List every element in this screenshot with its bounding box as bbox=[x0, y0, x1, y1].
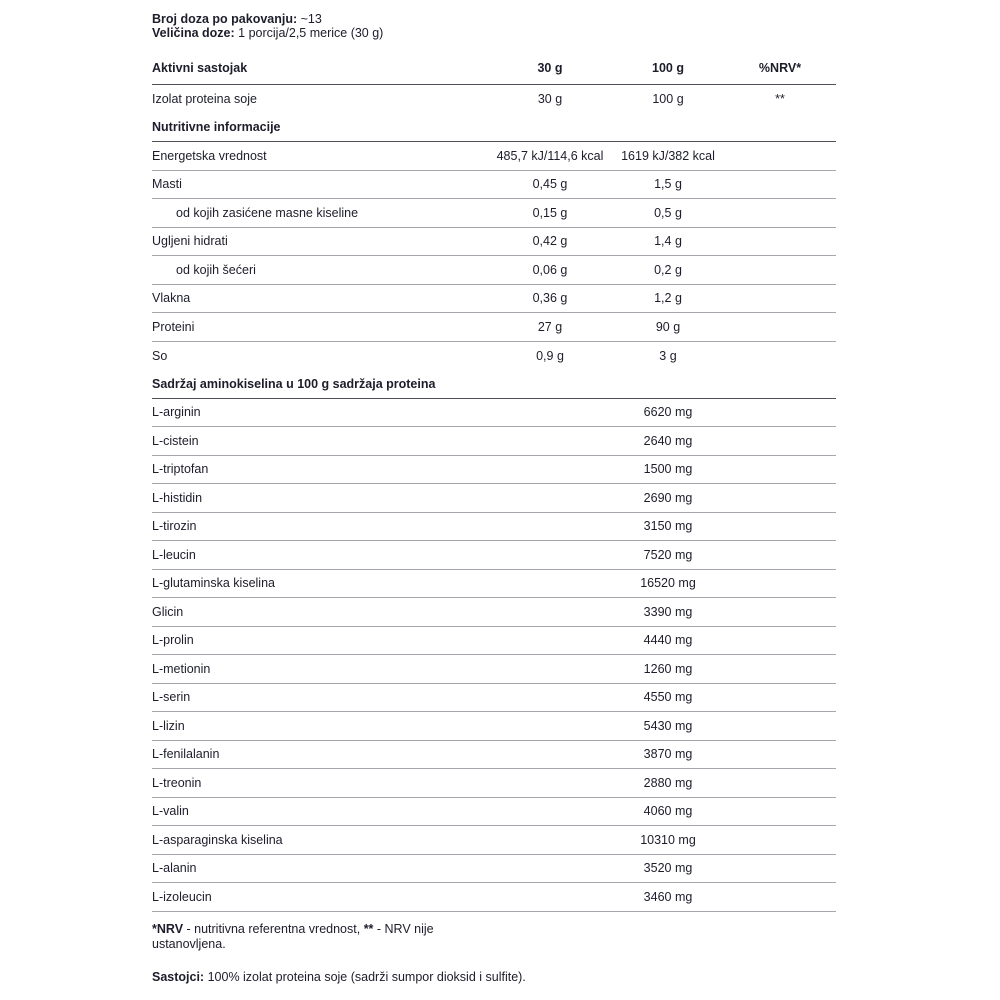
value-100g: 90 g bbox=[655, 319, 681, 334]
amino-acid-value: 3520 mg bbox=[643, 861, 693, 876]
table-row bbox=[152, 427, 836, 456]
nutrition-facts-panel bbox=[152, 12, 836, 984]
ingredients-label: Sastojci: bbox=[152, 969, 205, 984]
amino-acid-value: 6620 mg bbox=[643, 405, 693, 420]
table-row bbox=[152, 484, 836, 513]
table-row bbox=[152, 655, 836, 684]
column-header-30g: 30 g bbox=[537, 61, 563, 75]
table-row bbox=[152, 570, 836, 599]
nutrient-label: Proteini bbox=[152, 319, 195, 334]
table-row bbox=[152, 598, 836, 627]
amino-acid-value: 3870 mg bbox=[643, 747, 693, 762]
table-row bbox=[152, 399, 836, 428]
ingredients-text: 100% izolat proteina soje (sadrži sumpor dioksid i sulfite). bbox=[204, 969, 526, 984]
table-row bbox=[152, 342, 836, 371]
value-30g: 0,42 g bbox=[532, 234, 568, 249]
amino-acid-label: L-prolin bbox=[152, 633, 194, 648]
value-100g: 3 g bbox=[659, 348, 677, 363]
table-row bbox=[152, 313, 836, 342]
serving-size-label: Veličina doze: bbox=[152, 26, 235, 40]
value-30g: 0,15 g bbox=[532, 205, 568, 220]
amino-acids-section-title: Sadržaj aminokiselina u 100 g sadržaja proteina bbox=[152, 376, 436, 391]
serving-info bbox=[152, 12, 836, 40]
section-header-row bbox=[152, 370, 836, 399]
amino-acid-label: L-glutaminska kiselina bbox=[152, 576, 275, 591]
table-row bbox=[152, 513, 836, 542]
value-100g: 0,5 g bbox=[654, 205, 682, 220]
nutrient-label: Ugljeni hidrati bbox=[152, 234, 228, 249]
amino-acid-label: L-arginin bbox=[152, 405, 201, 420]
table-row bbox=[152, 684, 836, 713]
table-row bbox=[152, 541, 836, 570]
amino-acid-label: Glicin bbox=[152, 604, 184, 619]
value-30g: 27 g bbox=[537, 319, 563, 334]
amino-acid-label: L-lizin bbox=[152, 718, 185, 733]
value-100g: 1,2 g bbox=[654, 291, 682, 306]
nutrient-label: Vlakna bbox=[152, 291, 191, 306]
column-header-nrv: %NRV* bbox=[758, 61, 802, 75]
amino-acid-label: L-metionin bbox=[152, 661, 211, 676]
amino-acid-value: 3460 mg bbox=[643, 889, 693, 904]
table-header-row bbox=[152, 61, 836, 85]
serving-size-line bbox=[152, 26, 836, 40]
amino-acid-value: 2640 mg bbox=[643, 433, 693, 448]
table-row bbox=[152, 256, 836, 285]
amino-acid-value: 2690 mg bbox=[643, 490, 693, 505]
nutrition-table bbox=[152, 61, 836, 912]
column-header-100g: 100 g bbox=[652, 61, 684, 75]
amino-acid-value: 7520 mg bbox=[643, 547, 693, 562]
nrv-footnote-text2: - NRV nije ustanovljena. bbox=[152, 921, 434, 951]
section-header-row bbox=[152, 114, 836, 143]
nutrient-label: Masti bbox=[152, 177, 182, 192]
value-30g: 0,9 g bbox=[536, 348, 564, 363]
nrv-footnote-double-asterisk: ** bbox=[363, 921, 374, 936]
doses-per-package-value: ~13 bbox=[297, 12, 322, 26]
value-100g: 0,2 g bbox=[654, 262, 682, 277]
table-row bbox=[152, 712, 836, 741]
table-row bbox=[152, 627, 836, 656]
amino-acid-label: L-tirozin bbox=[152, 519, 197, 534]
ingredient-label: Izolat proteina soje bbox=[152, 92, 257, 107]
amino-acid-value: 4550 mg bbox=[643, 690, 693, 705]
amino-acid-label: L-treonin bbox=[152, 775, 202, 790]
amino-acid-label: L-triptofan bbox=[152, 462, 209, 477]
doses-per-package-line bbox=[152, 12, 836, 26]
nutrient-label: od kojih šećeri bbox=[176, 262, 256, 277]
value-100g: 1,4 g bbox=[654, 234, 682, 249]
table-row bbox=[152, 142, 836, 171]
amino-acid-label: L-cistein bbox=[152, 433, 199, 448]
amino-acid-label: L-asparaginska kiselina bbox=[152, 832, 283, 847]
nrv-footnote bbox=[152, 922, 482, 952]
table-row bbox=[152, 199, 836, 228]
amino-acid-value: 3150 mg bbox=[643, 519, 693, 534]
value-30g: 0,45 g bbox=[532, 177, 568, 192]
nutrient-label: Energetska vrednost bbox=[152, 148, 267, 163]
value-100g: 1,5 g bbox=[654, 177, 682, 192]
amino-acid-label: L-izoleucin bbox=[152, 889, 212, 904]
value-30g: 30 g bbox=[537, 92, 563, 107]
table-row bbox=[152, 85, 836, 114]
table-row bbox=[152, 883, 836, 912]
table-row bbox=[152, 826, 836, 855]
amino-acid-value: 10310 mg bbox=[640, 832, 696, 847]
doses-per-package-label: Broj doza po pakovanju: bbox=[152, 12, 298, 26]
table-row bbox=[152, 456, 836, 485]
amino-acid-label: L-alanin bbox=[152, 861, 197, 876]
value-30g: 0,06 g bbox=[532, 262, 568, 277]
nutrient-label: So bbox=[152, 348, 168, 363]
nutrition-section-title: Nutritivne informacije bbox=[152, 120, 281, 135]
amino-acid-label: L-serin bbox=[152, 690, 191, 705]
amino-acid-value: 16520 mg bbox=[640, 576, 696, 591]
table-row bbox=[152, 285, 836, 314]
amino-acid-value: 2880 mg bbox=[643, 775, 693, 790]
serving-size-value: 1 porcija/2,5 merice (30 g) bbox=[234, 26, 384, 40]
amino-acid-label: L-valin bbox=[152, 804, 189, 819]
amino-acid-value: 4060 mg bbox=[643, 804, 693, 819]
table-row bbox=[152, 769, 836, 798]
column-header-active-ingredient: Aktivni sastojak bbox=[152, 61, 248, 75]
table-row bbox=[152, 798, 836, 827]
value-100g: 1619 kJ/382 kcal bbox=[621, 148, 715, 163]
value-100g: 100 g bbox=[652, 92, 684, 107]
ingredients-line bbox=[152, 970, 836, 984]
nutrient-label: od kojih zasićene masne kiseline bbox=[176, 205, 359, 220]
table-row bbox=[152, 855, 836, 884]
amino-acid-label: L-histidin bbox=[152, 490, 203, 505]
amino-acid-value: 5430 mg bbox=[643, 718, 693, 733]
value-30g: 0,36 g bbox=[532, 291, 568, 306]
nrv-footnote-text: - nutritivna referentna vrednost, bbox=[183, 921, 364, 936]
amino-acid-label: L-fenilalanin bbox=[152, 747, 220, 762]
amino-acid-value: 4440 mg bbox=[643, 633, 693, 648]
table-row bbox=[152, 741, 836, 770]
amino-acid-value: 1500 mg bbox=[643, 462, 693, 477]
value-nrv: ** bbox=[775, 92, 785, 107]
nrv-footnote-asterisk-label: *NRV bbox=[152, 921, 184, 936]
amino-acid-value: 1260 mg bbox=[643, 661, 693, 676]
amino-acid-label: L-leucin bbox=[152, 547, 196, 562]
value-30g: 485,7 kJ/114,6 kcal bbox=[496, 148, 604, 163]
table-row bbox=[152, 228, 836, 257]
table-row bbox=[152, 171, 836, 200]
amino-acid-value: 3390 mg bbox=[643, 604, 693, 619]
